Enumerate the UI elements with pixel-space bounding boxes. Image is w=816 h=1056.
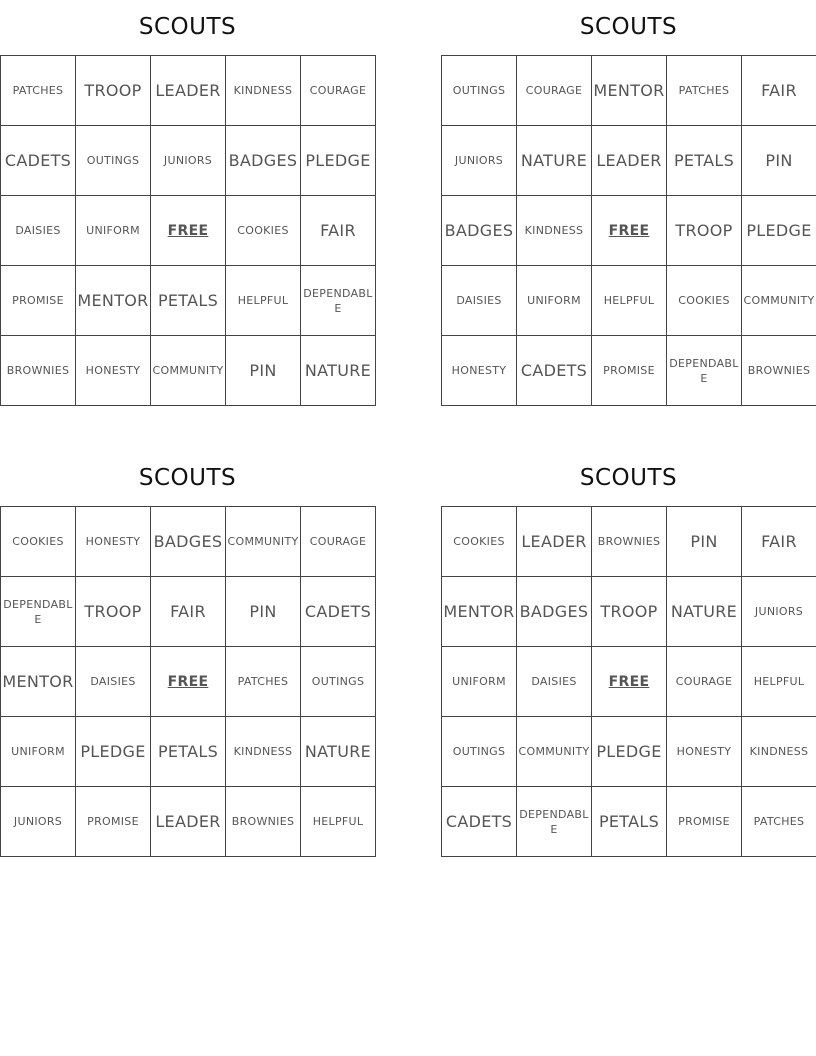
bingo-row: [1, 507, 376, 577]
bingo-row: [1, 577, 376, 647]
bingo-cell: NATURE: [301, 336, 376, 406]
bingo-cell: PIN: [742, 126, 816, 196]
bingo-cell: BROWNIES: [1, 336, 76, 406]
bingo-cell: LEADER: [592, 126, 667, 196]
bingo-cell: PLEDGE: [742, 196, 816, 266]
bingo-cell: BADGES: [442, 196, 517, 266]
bingo-cell: COURAGE: [301, 56, 376, 126]
bingo-cell: NATURE: [517, 126, 592, 196]
bingo-row: [442, 787, 816, 857]
bingo-cell: COOKIES: [667, 266, 742, 336]
bingo-row: [1, 717, 376, 787]
bingo-cell: DAISIES: [76, 647, 151, 717]
bingo-cell: UNIFORM: [442, 647, 517, 717]
bingo-cell: KINDNESS: [517, 196, 592, 266]
bingo-cell: DEPENDABLE: [301, 266, 376, 336]
bingo-cell: COMMUNITY: [151, 336, 226, 406]
bingo-cell: DEPENDABLE: [517, 787, 592, 857]
bingo-card: [0, 451, 375, 861]
bingo-cell: PIN: [226, 577, 301, 647]
card-title: SCOUTS: [579, 14, 678, 40]
bingo-cell: MENTOR: [76, 266, 151, 336]
bingo-cell: HONESTY: [442, 336, 517, 406]
bingo-cell: COOKIES: [442, 507, 517, 577]
bingo-cell: MENTOR: [442, 577, 517, 647]
bingo-cell: COURAGE: [667, 647, 742, 717]
bingo-cell: COMMUNITY: [742, 266, 816, 336]
bingo-row: [1, 126, 376, 196]
bingo-cell: HELPFUL: [742, 647, 816, 717]
bingo-cell: HONESTY: [76, 336, 151, 406]
bingo-cell: PROMISE: [76, 787, 151, 857]
bingo-cell: PETALS: [151, 266, 226, 336]
bingo-cell: TROOP: [592, 577, 667, 647]
bingo-row: [442, 126, 816, 196]
bingo-cell: FAIR: [742, 507, 816, 577]
bingo-cell: JUNIORS: [742, 577, 816, 647]
free-space: FREE: [592, 647, 667, 717]
bingo-cell: BROWNIES: [592, 507, 667, 577]
free-space: FREE: [151, 196, 226, 266]
bingo-cell: CADETS: [442, 787, 517, 857]
bingo-cell: PETALS: [151, 717, 226, 787]
bingo-cell: FAIR: [742, 56, 816, 126]
bingo-cell: PATCHES: [742, 787, 816, 857]
bingo-cell: BROWNIES: [226, 787, 301, 857]
bingo-row: [442, 717, 816, 787]
bingo-cell: PLEDGE: [301, 126, 376, 196]
bingo-cell: CADETS: [517, 336, 592, 406]
bingo-grid: [0, 506, 376, 857]
bingo-cell: KINDNESS: [226, 717, 301, 787]
bingo-row: [1, 266, 376, 336]
free-space: FREE: [592, 196, 667, 266]
bingo-cell: COMMUNITY: [226, 507, 301, 577]
bingo-cell: PETALS: [667, 126, 742, 196]
bingo-cell: PATCHES: [1, 56, 76, 126]
bingo-cell: COURAGE: [517, 56, 592, 126]
bingo-cell: DAISIES: [1, 196, 76, 266]
bingo-card: [0, 0, 375, 410]
bingo-cell: HONESTY: [76, 507, 151, 577]
bingo-cell: DAISIES: [517, 647, 592, 717]
bingo-cell: PIN: [667, 507, 742, 577]
bingo-row: [1, 787, 376, 857]
bingo-cell: PLEDGE: [592, 717, 667, 787]
bingo-cell: PIN: [226, 336, 301, 406]
bingo-row: [1, 196, 376, 266]
card-title: SCOUTS: [138, 14, 237, 40]
bingo-row: [442, 577, 816, 647]
bingo-grid: [0, 55, 376, 406]
card-title: SCOUTS: [138, 465, 237, 491]
bingo-cell: JUNIORS: [1, 787, 76, 857]
bingo-cell: COOKIES: [1, 507, 76, 577]
bingo-card: [441, 451, 816, 861]
bingo-cell: OUTINGS: [76, 126, 151, 196]
bingo-row: [1, 647, 376, 717]
bingo-row: [442, 507, 816, 577]
bingo-cell: BADGES: [226, 126, 301, 196]
bingo-cell: LEADER: [151, 787, 226, 857]
bingo-cell: BROWNIES: [742, 336, 816, 406]
free-space: FREE: [151, 647, 226, 717]
bingo-cell: FAIR: [301, 196, 376, 266]
bingo-row: [442, 56, 816, 126]
bingo-cell: MENTOR: [1, 647, 76, 717]
bingo-cell: PETALS: [592, 787, 667, 857]
bingo-row: [1, 56, 376, 126]
bingo-cell: NATURE: [667, 577, 742, 647]
bingo-cell: PROMISE: [1, 266, 76, 336]
bingo-cell: UNIFORM: [517, 266, 592, 336]
bingo-cell: COOKIES: [226, 196, 301, 266]
bingo-cell: PROMISE: [592, 336, 667, 406]
bingo-cell: TROOP: [667, 196, 742, 266]
bingo-row: [442, 647, 816, 717]
bingo-cell: HELPFUL: [592, 266, 667, 336]
bingo-cell: CADETS: [1, 126, 76, 196]
bingo-cell: PATCHES: [226, 647, 301, 717]
bingo-cell: LEADER: [151, 56, 226, 126]
bingo-cell: HONESTY: [667, 717, 742, 787]
bingo-cell: PLEDGE: [76, 717, 151, 787]
bingo-cell: UNIFORM: [76, 196, 151, 266]
bingo-cell: KINDNESS: [226, 56, 301, 126]
bingo-cell: HELPFUL: [301, 787, 376, 857]
bingo-cell: JUNIORS: [151, 126, 226, 196]
bingo-cell: PATCHES: [667, 56, 742, 126]
bingo-cell: DEPENDABLE: [1, 577, 76, 647]
bingo-cell: TROOP: [76, 56, 151, 126]
bingo-cell: CADETS: [301, 577, 376, 647]
bingo-cell: NATURE: [301, 717, 376, 787]
bingo-cell: OUTINGS: [301, 647, 376, 717]
card-title: SCOUTS: [579, 465, 678, 491]
bingo-cell: KINDNESS: [742, 717, 816, 787]
bingo-cell: DEPENDABLE: [667, 336, 742, 406]
bingo-row: [1, 336, 376, 406]
bingo-row: [442, 266, 816, 336]
bingo-cell: COURAGE: [301, 507, 376, 577]
bingo-grid: [441, 506, 816, 857]
bingo-cell: MENTOR: [592, 56, 667, 126]
bingo-card: [441, 0, 816, 410]
bingo-cell: HELPFUL: [226, 266, 301, 336]
bingo-cell: BADGES: [517, 577, 592, 647]
bingo-cell: OUTINGS: [442, 56, 517, 126]
bingo-cell: LEADER: [517, 507, 592, 577]
bingo-row: [442, 336, 816, 406]
bingo-cell: TROOP: [76, 577, 151, 647]
bingo-cell: FAIR: [151, 577, 226, 647]
bingo-cell: OUTINGS: [442, 717, 517, 787]
bingo-cell: BADGES: [151, 507, 226, 577]
bingo-cell: DAISIES: [442, 266, 517, 336]
bingo-row: [442, 196, 816, 266]
bingo-cell: UNIFORM: [1, 717, 76, 787]
bingo-grid: [441, 55, 816, 406]
bingo-cell: COMMUNITY: [517, 717, 592, 787]
bingo-cell: JUNIORS: [442, 126, 517, 196]
bingo-cell: PROMISE: [667, 787, 742, 857]
